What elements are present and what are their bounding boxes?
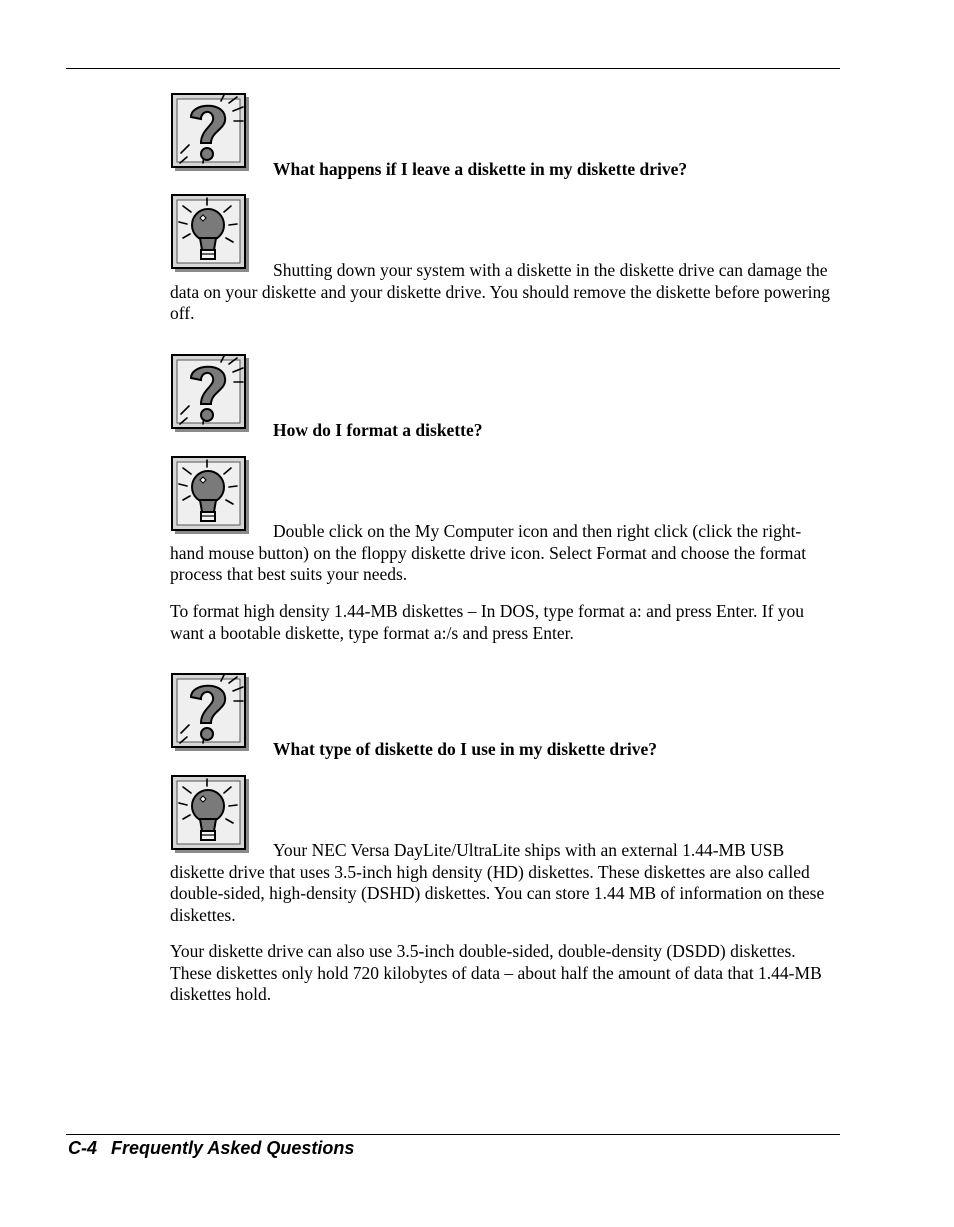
page-footer <box>68 1137 354 1159</box>
faq-question: What type of diskette do I use in my diskette drive? <box>273 739 658 759</box>
question-mark-icon <box>171 673 249 751</box>
faq-answer-paragraph: Your NEC Versa DayLite/UltraLite ships with an external 1.44-MB USB diskette drive that uses 3.5-inch high density (HD) diskettes. These diskettes are also called double-sided, high-density (DSHD) diskettes. You can store 1.44 MB of information on these diskettes. <box>170 840 825 925</box>
faq-question: What happens if I leave a diskette in my diskette drive? <box>273 159 688 179</box>
section-title: Frequently Asked Questions <box>111 1138 355 1158</box>
faq-answer-paragraph: Double click on the My Computer icon and then right click (click the right-hand mouse button) on the floppy diskette drive icon. Select Format and choose the format process that best suits your needs. <box>170 521 807 584</box>
faq-question: How do I format a diskette? <box>273 420 483 440</box>
faq-answer-paragraph: To format high density 1.44-MB diskettes – In DOS, type format a: and press Enter. If you want a bootable diskette, type format a:/s and press Enter. <box>170 601 805 643</box>
question-mark-icon <box>171 354 249 432</box>
question-mark-icon <box>171 93 249 171</box>
faq-answer-paragraph: Your diskette drive can also use 3.5-inch double-sided, double-density (DSDD) diskettes. These diskettes only hold 720 kilobytes of data – about half the amount of data that 1.44-MB diskettes hold. <box>170 941 822 1004</box>
footer-rule <box>66 1134 840 1135</box>
page-number: C-4 <box>68 1138 98 1158</box>
header-rule <box>66 68 840 69</box>
faq-answer-paragraph: Shutting down your system with a diskette in the diskette drive can damage the data on your diskette and your diskette drive. You should remove the diskette before powering off. <box>170 260 830 323</box>
